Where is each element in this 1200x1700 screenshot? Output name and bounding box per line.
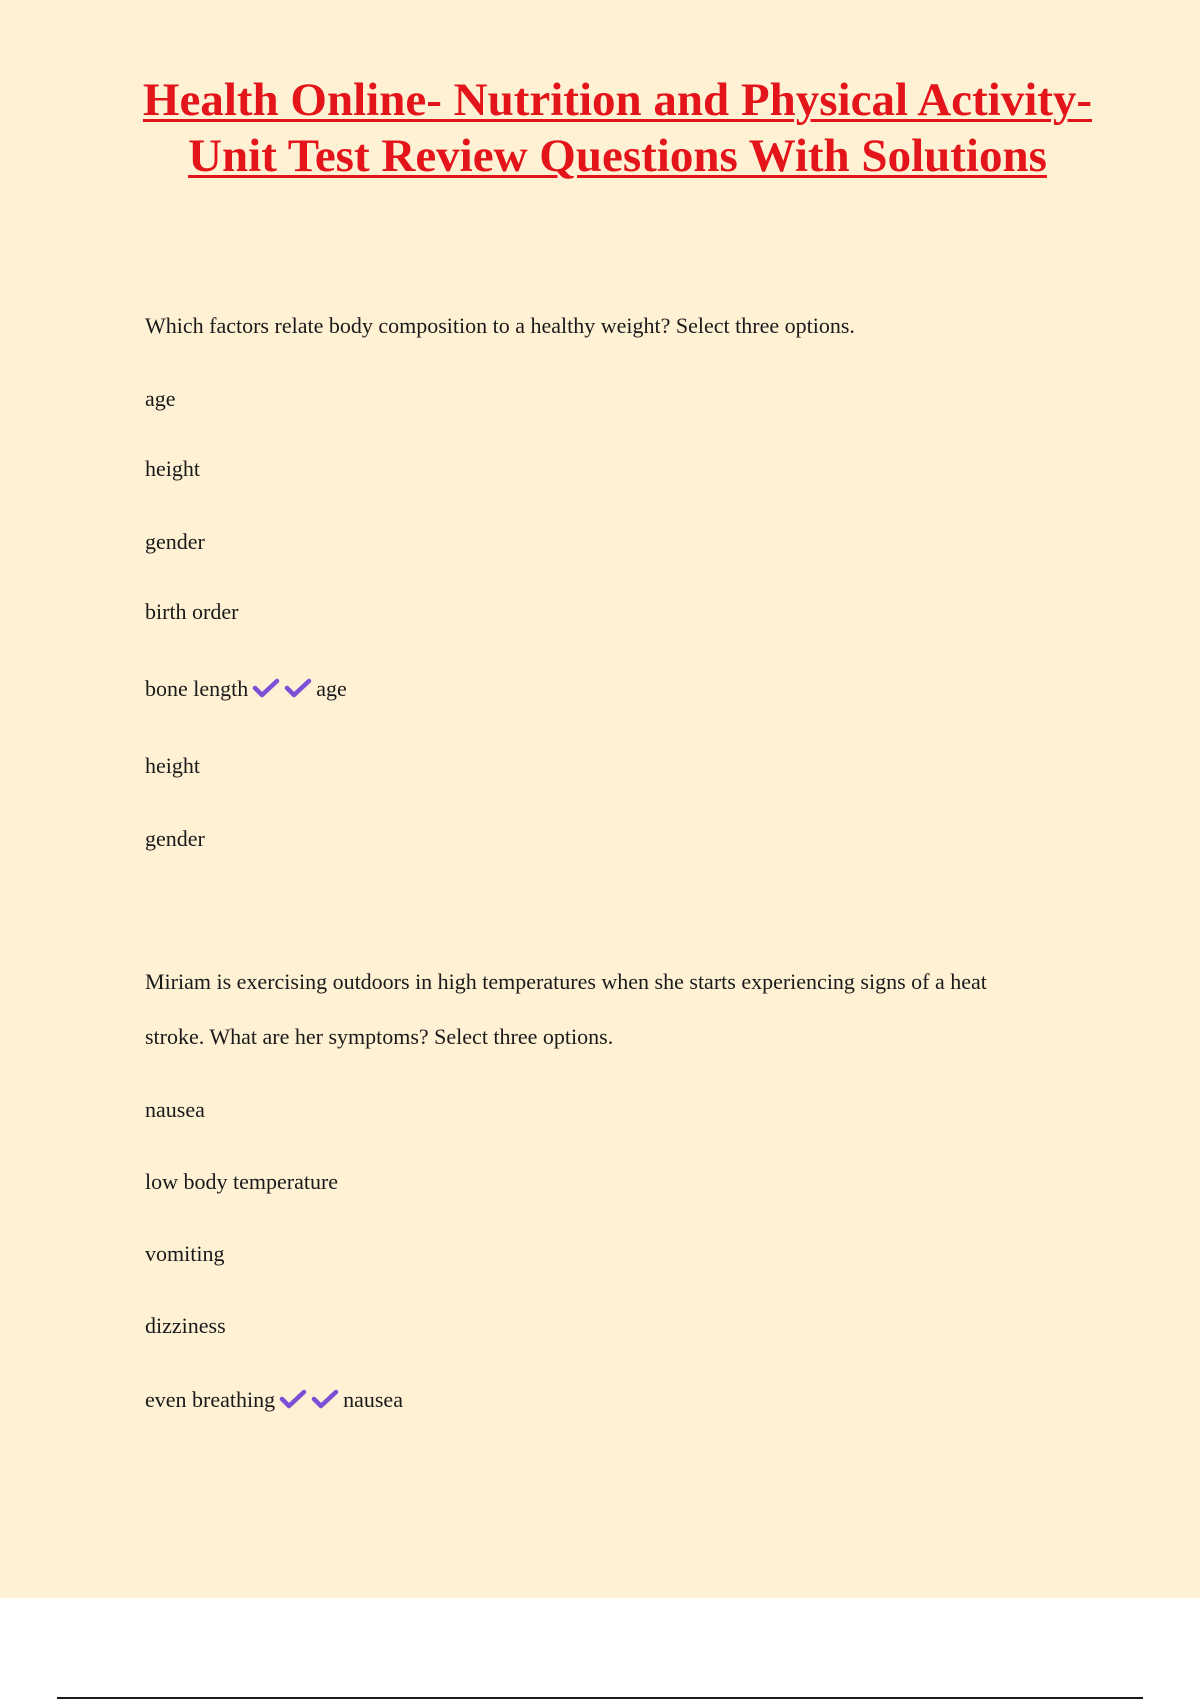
- question-1-option: gender: [145, 529, 205, 554]
- question-1-answer-row: [145, 675, 347, 703]
- checkmark-icon: [311, 1388, 339, 1410]
- question-1-answer: age: [316, 676, 347, 701]
- question-1-answer: height: [145, 753, 200, 778]
- question-1-option: age: [145, 386, 176, 411]
- question-1-option: birth order: [145, 599, 239, 624]
- question-2-prompt-line-1: Miriam is exercising outdoors in high temperatures when she starts experiencing signs of a heat: [145, 969, 987, 994]
- document-title: Health Online- Nutrition and Physical Activity- Unit Test Review Questions With Solutions: [142, 74, 1093, 182]
- checkmark-icon: [252, 677, 280, 699]
- question-2-option: nausea: [145, 1097, 205, 1122]
- question-2-option: dizziness: [145, 1313, 226, 1338]
- footer-divider: [57, 1697, 1143, 1699]
- question-2-prompt-line-2: stroke. What are her symptoms? Select three options.: [145, 1024, 614, 1049]
- question-1-option: bone length: [145, 676, 249, 701]
- checkmark-icon: [279, 1388, 307, 1410]
- question-1-answer: gender: [145, 826, 205, 851]
- question-2-answer: nausea: [343, 1387, 403, 1412]
- question-1-option: height: [145, 456, 200, 481]
- checkmark-icon: [284, 677, 312, 699]
- question-2-option: vomiting: [145, 1241, 225, 1266]
- question-2-option: even breathing: [145, 1387, 276, 1412]
- question-1-prompt: Which factors relate body composition to a healthy weight? Select three options.: [145, 313, 855, 338]
- question-2-option: low body temperature: [145, 1169, 339, 1194]
- question-2-answer-row: [145, 1386, 403, 1414]
